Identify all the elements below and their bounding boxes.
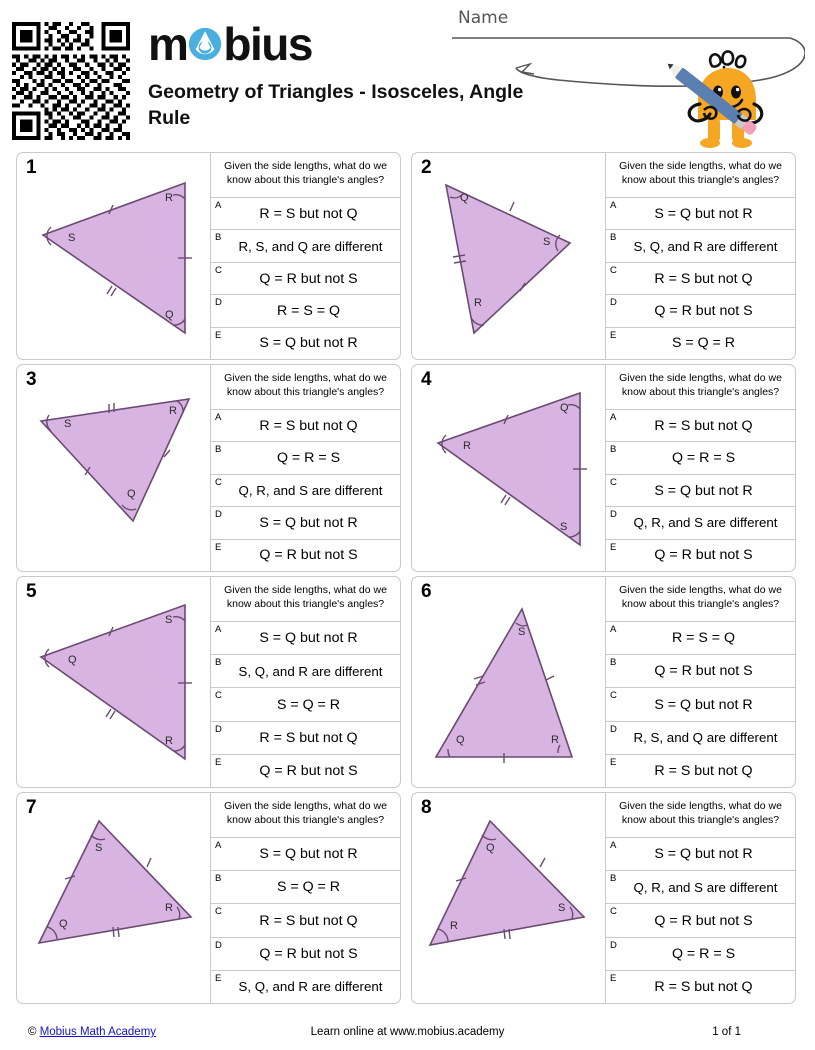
option-C[interactable] xyxy=(606,262,795,294)
option-text: Q = R but not S xyxy=(654,912,753,929)
option-text: S = Q but not R xyxy=(654,482,753,499)
option-B[interactable] xyxy=(211,654,400,687)
option-text: S = Q but not R xyxy=(654,696,753,713)
option-B[interactable] xyxy=(606,229,795,261)
option-letter: D xyxy=(610,297,617,309)
answers-list xyxy=(605,153,795,359)
question-card-7 xyxy=(16,792,401,1004)
copyright-symbol: © xyxy=(28,1026,37,1038)
vertex-label-R: R xyxy=(169,405,177,417)
option-letter: C xyxy=(610,690,617,702)
option-text: S, Q, and R are different xyxy=(633,238,778,254)
qr-code-icon xyxy=(12,22,130,140)
question-prompt: Given the side lengths, what do we know about this triangle's angles? xyxy=(619,800,782,826)
option-text: S = Q = R xyxy=(671,335,736,352)
option-A[interactable] xyxy=(606,409,795,441)
option-letter: B xyxy=(610,232,617,244)
option-D[interactable] xyxy=(606,937,795,970)
triangle-figure-7 xyxy=(17,793,210,1003)
option-text: Q = R but not S xyxy=(259,547,358,564)
option-letter: A xyxy=(610,840,617,851)
page-indicator: 1 of 1 xyxy=(712,1026,741,1038)
option-text: R = S but not Q xyxy=(654,978,753,995)
question-prompt: Given the side lengths, what do we know about this triangle's angles? xyxy=(619,372,782,398)
vertex-label-Q: Q xyxy=(68,654,77,666)
option-text: Q = R but not S xyxy=(654,663,753,680)
answers-list xyxy=(605,365,795,571)
question-prompt: Given the side lengths, what do we know about this triangle's angles? xyxy=(619,160,782,186)
question-prompt: Given the side lengths, what do we know about this triangle's angles? xyxy=(224,584,387,610)
vertex-label-Q: Q xyxy=(486,842,495,854)
vertex-label-Q: Q xyxy=(165,309,174,321)
option-text: S = Q = R xyxy=(276,879,341,896)
academy-link[interactable]: Mobius Math Academy xyxy=(39,1026,157,1038)
option-text: R = S but not Q xyxy=(654,270,753,287)
option-letter: C xyxy=(215,264,222,276)
vertex-label-S: S xyxy=(518,626,526,638)
answers-list xyxy=(210,577,400,787)
question-prompt: Given the side lengths, what do we know about this triangle's angles? xyxy=(224,160,387,186)
option-C[interactable] xyxy=(606,474,795,506)
question-number: 4 xyxy=(421,369,432,390)
option-letter: A xyxy=(610,200,617,211)
question-number: 6 xyxy=(421,581,432,602)
option-E[interactable] xyxy=(606,970,795,1003)
triangle-svg xyxy=(17,365,210,571)
option-letter: E xyxy=(610,756,617,768)
triangle-figure-4 xyxy=(412,365,605,571)
option-text: R = S but not Q xyxy=(259,729,358,746)
triangle-svg xyxy=(17,577,210,787)
option-letter: C xyxy=(215,476,222,488)
option-A[interactable] xyxy=(211,409,400,441)
option-D[interactable] xyxy=(606,506,795,538)
option-letter: B xyxy=(610,444,617,456)
option-D[interactable] xyxy=(211,937,400,970)
question-prompt: Given the side lengths, what do we know about this triangle's angles? xyxy=(619,584,782,610)
option-text: R, S, and Q are different xyxy=(633,730,778,746)
option-letter: E xyxy=(215,756,222,768)
triangle-svg xyxy=(412,793,605,1003)
option-text: Q = R but not S xyxy=(654,302,753,319)
vertex-label-R: R xyxy=(165,902,173,914)
question-number: 3 xyxy=(26,369,37,390)
option-letter: A xyxy=(215,840,222,851)
footer-center-text: Learn online at www.mobius.academy xyxy=(310,1026,505,1038)
option-letter: C xyxy=(610,264,617,276)
vertex-label-S: S xyxy=(64,418,72,430)
vertex-label-S: S xyxy=(165,614,173,626)
option-text: R = S = Q xyxy=(276,302,341,319)
option-A[interactable] xyxy=(606,837,795,870)
option-E[interactable] xyxy=(606,327,795,359)
option-letter: B xyxy=(610,873,617,885)
option-C[interactable] xyxy=(211,474,400,506)
vertex-label-Q: Q xyxy=(127,488,136,500)
option-letter: A xyxy=(215,624,222,635)
page-title: Geometry of Triangles - Isosceles, Angle Rule xyxy=(148,81,524,129)
option-letter: A xyxy=(610,412,617,423)
vertex-label-Q: Q xyxy=(460,192,469,204)
triangle-svg xyxy=(17,153,210,359)
option-E[interactable] xyxy=(606,754,795,787)
vertex-label-R: R xyxy=(450,920,458,932)
question-prompt: Given the side lengths, what do we know about this triangle's angles? xyxy=(224,800,387,826)
option-text: Q = R but not S xyxy=(259,945,358,962)
question-number: 8 xyxy=(421,797,432,818)
option-D[interactable] xyxy=(606,721,795,754)
option-B[interactable] xyxy=(606,441,795,473)
vertex-label-S: S xyxy=(543,236,551,248)
option-D[interactable] xyxy=(211,294,400,326)
option-text: S = Q = R xyxy=(276,696,341,713)
option-text: S = Q but not R xyxy=(654,846,753,863)
option-text: Q = R = S xyxy=(276,450,341,467)
option-text: Q = R but not S xyxy=(654,547,753,564)
option-C[interactable] xyxy=(211,903,400,936)
option-text: S, Q, and R are different xyxy=(238,663,383,679)
option-text: S = Q but not R xyxy=(259,846,358,863)
vertex-label-R: R xyxy=(551,734,559,746)
option-letter: E xyxy=(610,541,617,553)
option-letter: E xyxy=(215,329,222,341)
option-letter: E xyxy=(610,972,617,984)
option-D[interactable] xyxy=(606,294,795,326)
logo-text-left: m xyxy=(148,18,188,70)
page-footer xyxy=(0,1022,815,1048)
option-letter: E xyxy=(610,329,617,341)
vertex-label-R: R xyxy=(463,440,471,452)
option-B[interactable] xyxy=(211,870,400,903)
answers-list xyxy=(605,577,795,787)
option-letter: A xyxy=(215,412,222,423)
option-text: R = S but not Q xyxy=(259,417,358,434)
question-number: 5 xyxy=(26,581,37,602)
question-card-4 xyxy=(411,364,796,572)
name-label: Name xyxy=(458,8,509,28)
vertex-label-Q: Q xyxy=(560,402,569,414)
vertex-label-Q: Q xyxy=(456,734,465,746)
option-text: R = S but not Q xyxy=(654,417,753,434)
triangle-figure-6 xyxy=(412,577,605,787)
mascot-icon xyxy=(660,42,772,150)
option-A[interactable] xyxy=(211,621,400,654)
question-card-5 xyxy=(16,576,401,788)
option-text: Q, R, and S are different xyxy=(633,515,778,531)
option-A[interactable] xyxy=(606,621,795,654)
question-prompt: Given the side lengths, what do we know about this triangle's angles? xyxy=(224,372,387,398)
option-letter: C xyxy=(610,476,617,488)
option-letter: C xyxy=(215,690,222,702)
option-B[interactable] xyxy=(606,654,795,687)
option-text: S = Q but not R xyxy=(259,335,358,352)
option-B[interactable] xyxy=(606,870,795,903)
option-text: S = Q but not R xyxy=(259,514,358,531)
option-letter: D xyxy=(215,297,222,309)
answers-list xyxy=(210,793,400,1003)
question-number: 2 xyxy=(421,157,432,178)
question-number: 1 xyxy=(26,157,37,178)
option-letter: B xyxy=(215,232,222,244)
answers-list xyxy=(210,365,400,571)
option-B[interactable] xyxy=(211,229,400,261)
option-B[interactable] xyxy=(211,441,400,473)
option-letter: D xyxy=(215,509,222,521)
question-card-2 xyxy=(411,152,796,360)
option-letter: D xyxy=(610,723,617,735)
option-text: R = S but not Q xyxy=(259,205,358,222)
mobius-swirl-icon xyxy=(188,27,222,61)
questions-grid xyxy=(11,152,803,1008)
triangle-svg xyxy=(412,365,605,571)
option-text: Q = R but not S xyxy=(259,270,358,287)
option-letter: E xyxy=(215,541,222,553)
option-text: R = S but not Q xyxy=(654,762,753,779)
option-E[interactable] xyxy=(211,970,400,1003)
option-text: Q, R, and S are different xyxy=(633,879,778,895)
option-C[interactable] xyxy=(211,687,400,720)
question-card-3 xyxy=(16,364,401,572)
vertex-label-S: S xyxy=(560,521,568,533)
vertex-label-S: S xyxy=(558,902,566,914)
answers-list xyxy=(605,793,795,1003)
option-text: R = S but not Q xyxy=(259,912,358,929)
triangle-svg xyxy=(412,153,605,359)
option-letter: B xyxy=(610,657,617,669)
option-text: Q = R = S xyxy=(671,450,736,467)
option-letter: B xyxy=(215,444,222,456)
triangle-svg xyxy=(17,793,210,1003)
triangle-figure-8 xyxy=(412,793,605,1003)
option-text: S, Q, and R are different xyxy=(238,979,383,995)
triangle-figure-2 xyxy=(412,153,605,359)
vertex-label-R: R xyxy=(474,297,482,309)
option-text: R, S, and Q are different xyxy=(238,238,383,254)
vertex-label-Q: Q xyxy=(59,918,68,930)
option-text: R = S = Q xyxy=(671,630,736,647)
option-E[interactable] xyxy=(211,327,400,359)
vertex-label-R: R xyxy=(165,192,173,204)
option-A[interactable] xyxy=(211,837,400,870)
option-A[interactable] xyxy=(211,197,400,229)
option-text: S = Q but not R xyxy=(654,205,753,222)
vertex-label-R: R xyxy=(165,735,173,747)
triangle-figure-3 xyxy=(17,365,210,571)
triangle-svg xyxy=(412,577,605,787)
question-card-8 xyxy=(411,792,796,1004)
option-C[interactable] xyxy=(606,687,795,720)
option-E[interactable] xyxy=(211,539,400,571)
option-text: Q, R, and S are different xyxy=(238,483,383,499)
option-letter: B xyxy=(215,873,222,885)
triangle-figure-1 xyxy=(17,153,210,359)
option-letter: D xyxy=(610,509,617,521)
logo-text-right: bius xyxy=(223,18,312,70)
option-letter: D xyxy=(215,723,222,735)
option-letter: B xyxy=(215,657,222,669)
option-D[interactable] xyxy=(211,721,400,754)
question-card-6 xyxy=(411,576,796,788)
option-letter: A xyxy=(215,200,222,211)
option-C[interactable] xyxy=(211,262,400,294)
triangle-figure-5 xyxy=(17,577,210,787)
page-header xyxy=(0,0,815,148)
option-letter: C xyxy=(610,906,617,918)
option-text: Q = R but not S xyxy=(259,762,358,779)
option-A[interactable] xyxy=(606,197,795,229)
option-D[interactable] xyxy=(211,506,400,538)
option-text: S = Q but not R xyxy=(259,630,358,647)
option-E[interactable] xyxy=(606,539,795,571)
option-text: Q = R = S xyxy=(671,945,736,962)
option-letter: D xyxy=(215,939,222,951)
question-number: 7 xyxy=(26,797,37,818)
answers-list xyxy=(210,153,400,359)
option-letter: E xyxy=(215,972,222,984)
option-E[interactable] xyxy=(211,754,400,787)
vertex-label-S: S xyxy=(95,842,103,854)
vertex-label-S: S xyxy=(68,232,76,244)
option-letter: C xyxy=(215,906,222,918)
option-C[interactable] xyxy=(606,903,795,936)
option-letter: A xyxy=(610,624,617,635)
question-card-1 xyxy=(16,152,401,360)
option-letter: D xyxy=(610,939,617,951)
